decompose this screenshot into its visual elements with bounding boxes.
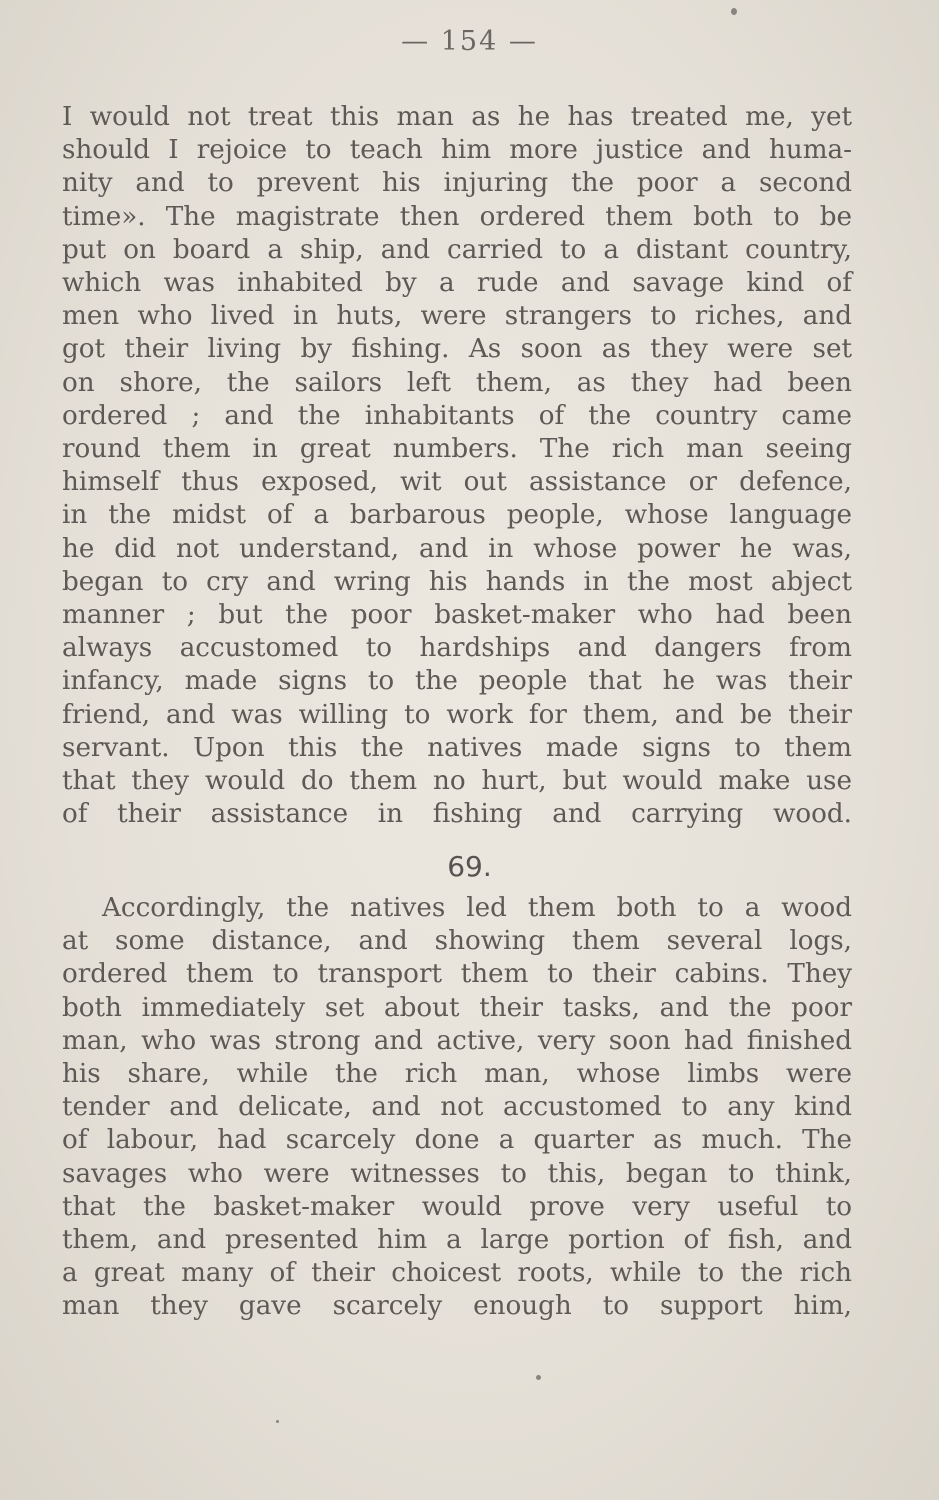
- text-line: both immediately set about their tasks, and the poor: [62, 992, 852, 1023]
- text-line: which was inhabited by a rude and savage kind of: [62, 268, 852, 299]
- text-line: man they gave scarcely enough to support him,: [62, 1291, 852, 1322]
- text-line: servant. Upon this the natives made signs to them: [62, 732, 852, 763]
- text-line: his share, while the rich man, whose limbs were: [62, 1059, 852, 1090]
- text-line: ordered them to transport them to their cabins. They: [62, 959, 852, 990]
- text-line: began to cry and wring his hands in the most abject: [62, 566, 852, 597]
- section-number: 69.: [447, 850, 492, 883]
- paper-speck: [731, 8, 737, 15]
- text-line: in the midst of a barbarous people, whose language: [62, 500, 852, 531]
- text-line: himself thus exposed, wit out assistance or defence,: [62, 467, 852, 498]
- text-line: infancy, made signs to the people that he was their: [62, 666, 852, 697]
- text-line: he did not understand, and in whose power he was,: [62, 533, 852, 564]
- text-line: of their assistance in fishing and carrying wood.: [62, 799, 852, 830]
- text-line: on shore, the sailors left them, as they had been: [62, 367, 852, 398]
- text-line: savages who were witnesses to this, began to think,: [62, 1158, 852, 1189]
- text-line: them, and presented him a large portion of fish, and: [62, 1225, 852, 1256]
- paragraph-1: [62, 101, 852, 831]
- text-line: of labour, had scarcely done a quarter as much. The: [62, 1125, 852, 1156]
- text-line: nity and to prevent his injuring the poor a second: [62, 168, 852, 199]
- text-line: men who lived in huts, were strangers to riches, and: [62, 301, 852, 332]
- text-line: at some distance, and showing them several logs,: [62, 926, 852, 957]
- text-line: put on board a ship, and carried to a distant country,: [62, 234, 852, 265]
- text-line: man, who was strong and active, very soon had finished: [62, 1025, 852, 1056]
- text-line: got their living by fishing. As soon as they were set: [62, 334, 852, 365]
- text-line: round them in great numbers. The rich man seeing: [62, 434, 852, 465]
- paper-speck: [276, 1420, 279, 1423]
- text-line: always accustomed to hardships and dangers from: [62, 633, 852, 664]
- text-line: a great many of their choicest roots, while to the rich: [62, 1258, 852, 1289]
- text-line: should I rejoice to teach him more justice and huma-: [62, 135, 852, 166]
- page-number: — 154 —: [401, 26, 538, 57]
- text-line: friend, and was willing to work for them, and be their: [62, 699, 852, 730]
- text-line: manner ; but the poor basket-maker who had been: [62, 600, 852, 631]
- text-line: that the basket-maker would prove very useful to: [62, 1191, 852, 1222]
- text-line: time». The magistrate then ordered them both to be: [62, 201, 852, 232]
- text-line: I would not treat this man as he has treated me, yet: [62, 102, 852, 132]
- paper-speck: [536, 1375, 541, 1380]
- text-line: Accordingly, the natives led them both to a wood: [102, 893, 852, 923]
- text-line: ordered ; and the inhabitants of the country came: [62, 400, 852, 431]
- text-line: tender and delicate, and not accustomed to any kind: [62, 1092, 852, 1123]
- text-line: that they would do them no hurt, but would make use: [62, 766, 852, 797]
- paragraph-2: [62, 892, 852, 1324]
